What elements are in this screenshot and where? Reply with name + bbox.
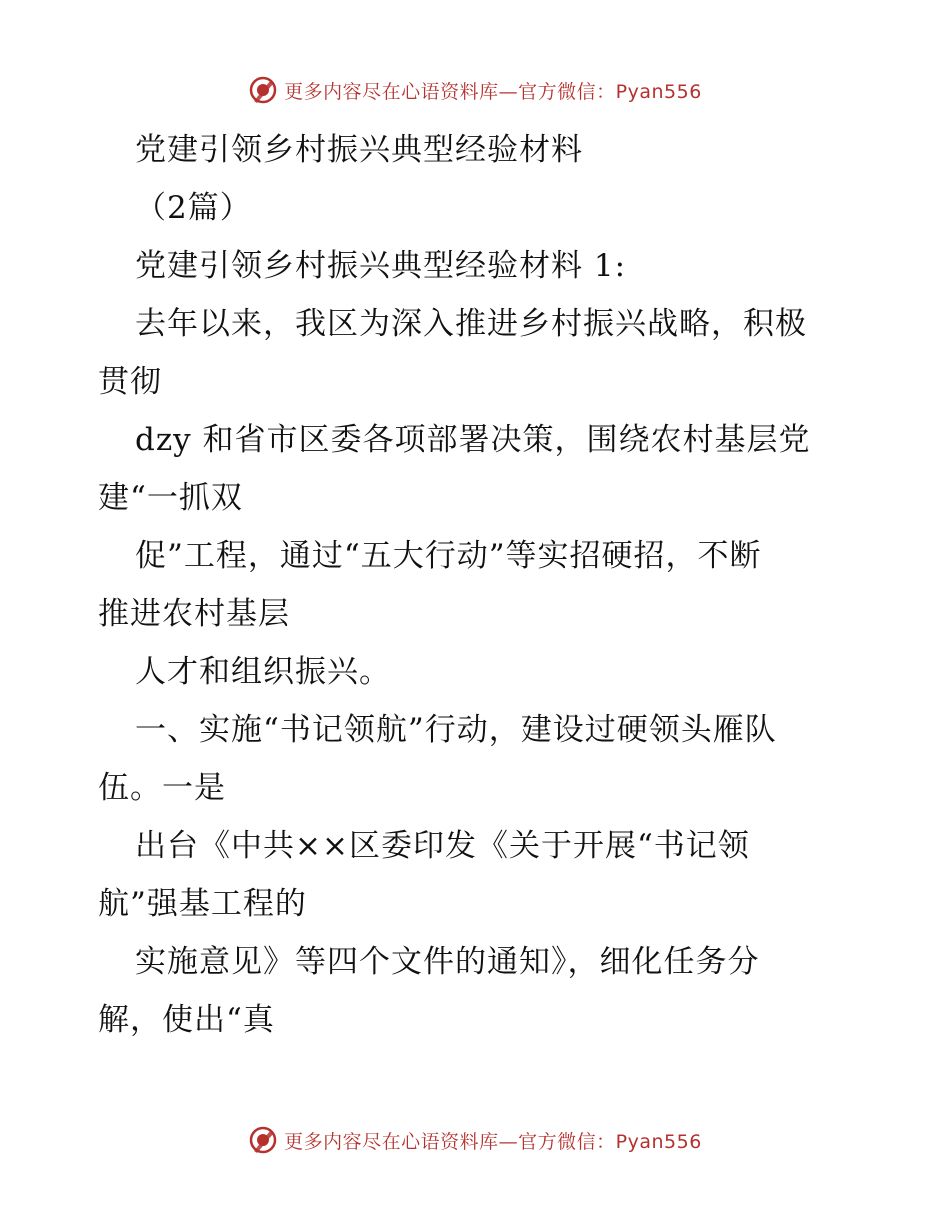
- paragraph-line: 一、实施“书记领航”行动，建设过硬领头雁队: [135, 712, 777, 748]
- paragraph-line: 贯彻: [98, 364, 162, 400]
- pen-circle-icon: [248, 75, 278, 105]
- paragraph-line: dzy 和省市区委各项部署决策，围绕农村基层党: [135, 422, 811, 458]
- document-title: 党建引领乡村振兴典型经验材料: [135, 132, 583, 168]
- footer-banner: [0, 1122, 950, 1158]
- paragraph-line: 实施意见》等四个文件的通知》，细化任务分: [135, 944, 760, 980]
- document-subtitle: （2篇）: [135, 190, 252, 226]
- section-heading: 党建引领乡村振兴典型经验材料 1:: [135, 248, 627, 284]
- paragraph-line: 促”工程，通过“五大行动”等实招硬招，不断: [135, 538, 762, 574]
- paragraph-line: 推进农村基层: [98, 596, 290, 632]
- wechat-id: Pyan556: [615, 1130, 702, 1153]
- paragraph-line: 人才和组织振兴。: [135, 654, 391, 690]
- paragraph-line: 出台《中共××区委印发《关于开展“书记领: [135, 828, 750, 864]
- wechat-id: Pyan556: [615, 80, 702, 103]
- paragraph-line: 建“一抓双: [98, 480, 243, 516]
- paragraph-line: 解，使出“真: [98, 1002, 275, 1038]
- banner-text: 更多内容尽在心语资料库—官方微信：Pyan556: [284, 1130, 702, 1153]
- pen-circle-icon: [248, 1125, 278, 1155]
- paragraph-line: 伍。一是: [98, 770, 226, 806]
- banner-text: 更多内容尽在心语资料库—官方微信：Pyan556: [284, 80, 702, 103]
- paragraph-line: 去年以来，我区为深入推进乡村振兴战略，积极: [135, 306, 807, 342]
- header-banner: [0, 72, 950, 108]
- paragraph-line: 航”强基工程的: [98, 886, 307, 922]
